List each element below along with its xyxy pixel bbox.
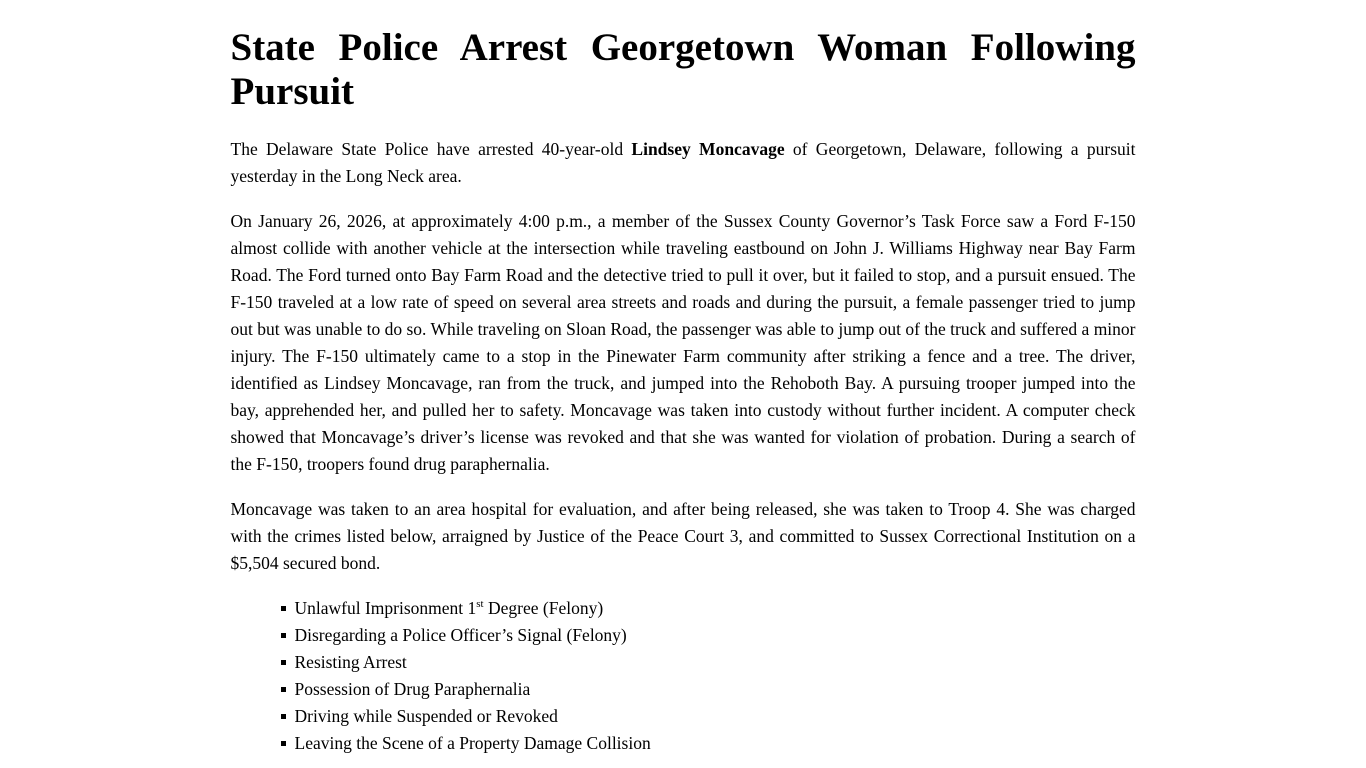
page-title-line1: State Police Arrest Georgetown Woman Following (230, 26, 1136, 69)
square-bullet-icon (281, 714, 286, 719)
square-bullet-icon (281, 606, 286, 611)
charge-text: Unlawful Imprisonment 1 (294, 598, 477, 618)
charges-intro-paragraph: Moncavage was taken to an area hospital for evaluation, and after being released, she was taken to Troop 4. She was charged with the crimes listed below, arraigned by Justice of the Peace Court 3, and committed to Sussex Correctional Institution on a $5,504 secured bond. (230, 499, 1136, 573)
charge-item (231, 649, 1136, 676)
square-bullet-icon (281, 741, 286, 746)
charge-superscript: st (476, 598, 484, 611)
charge-text-rest: Degree (Felony) (483, 598, 604, 618)
charge-item (231, 595, 1136, 622)
incident-paragraph: On January 26, 2026, at approximately 4:00 p.m., a member of the Sussex County Governor’s Task Force saw a Ford F-150 almost collide with another vehicle at the intersection while traveling eastbound on John J. Williams Highway near Bay Farm Road. The Ford turned onto Bay Farm Road and the detective tried to pull it over, but it failed to stop, and a pursuit ensued. The F-150 traveled at a low rate of speed on several area streets and roads and during the pursuit, a female passenger tried to jump out but was unable to do so. While traveling on Sloan Road, the passenger was able to jump out of the truck and suffered a minor injury. The F-150 ultimately came to a stop in the Pinewater Farm community after striking a fence and a tree. The driver, identified as Lindsey Moncavage, ran from the truck, and jumped into the Rehoboth Bay. A pursuing trooper jumped into the bay, apprehended her, and pulled her to safety. Moncavage was taken into custody without further incident. A computer check showed that Moncavage’s driver’s license was revoked and that she was wanted for violation of probation. During a search of the F-150, troopers found drug paraphernalia. (230, 211, 1136, 474)
intro-text-before: The Delaware State Police have arrested 40-year-old (230, 139, 632, 159)
charge-text: Possession of Drug Paraphernalia (294, 679, 531, 699)
charge-text: Leaving the Scene of a Property Damage Collision (294, 733, 651, 753)
charges-list (231, 595, 1136, 757)
square-bullet-icon (281, 633, 286, 638)
charge-item (231, 622, 1136, 649)
charge-item (231, 703, 1136, 730)
intro-paragraph (231, 136, 1136, 190)
charge-text: Resisting Arrest (294, 652, 407, 672)
intro-text-after: of Georgetown, Delaware, following a pursuit yesterday in the Long Neck area. (230, 139, 1136, 186)
suspect-name: Lindsey Moncavage (631, 139, 785, 159)
charge-text: Disregarding a Police Officer’s Signal (Felony) (294, 625, 627, 645)
charge-text: Driving while Suspended or Revoked (294, 706, 558, 726)
square-bullet-icon (281, 660, 286, 665)
page-title-line2: Pursuit (230, 70, 355, 113)
page-title (231, 26, 1136, 114)
article-page (231, 0, 1136, 757)
charge-item (231, 730, 1136, 757)
charge-item (231, 676, 1136, 703)
square-bullet-icon (281, 687, 286, 692)
